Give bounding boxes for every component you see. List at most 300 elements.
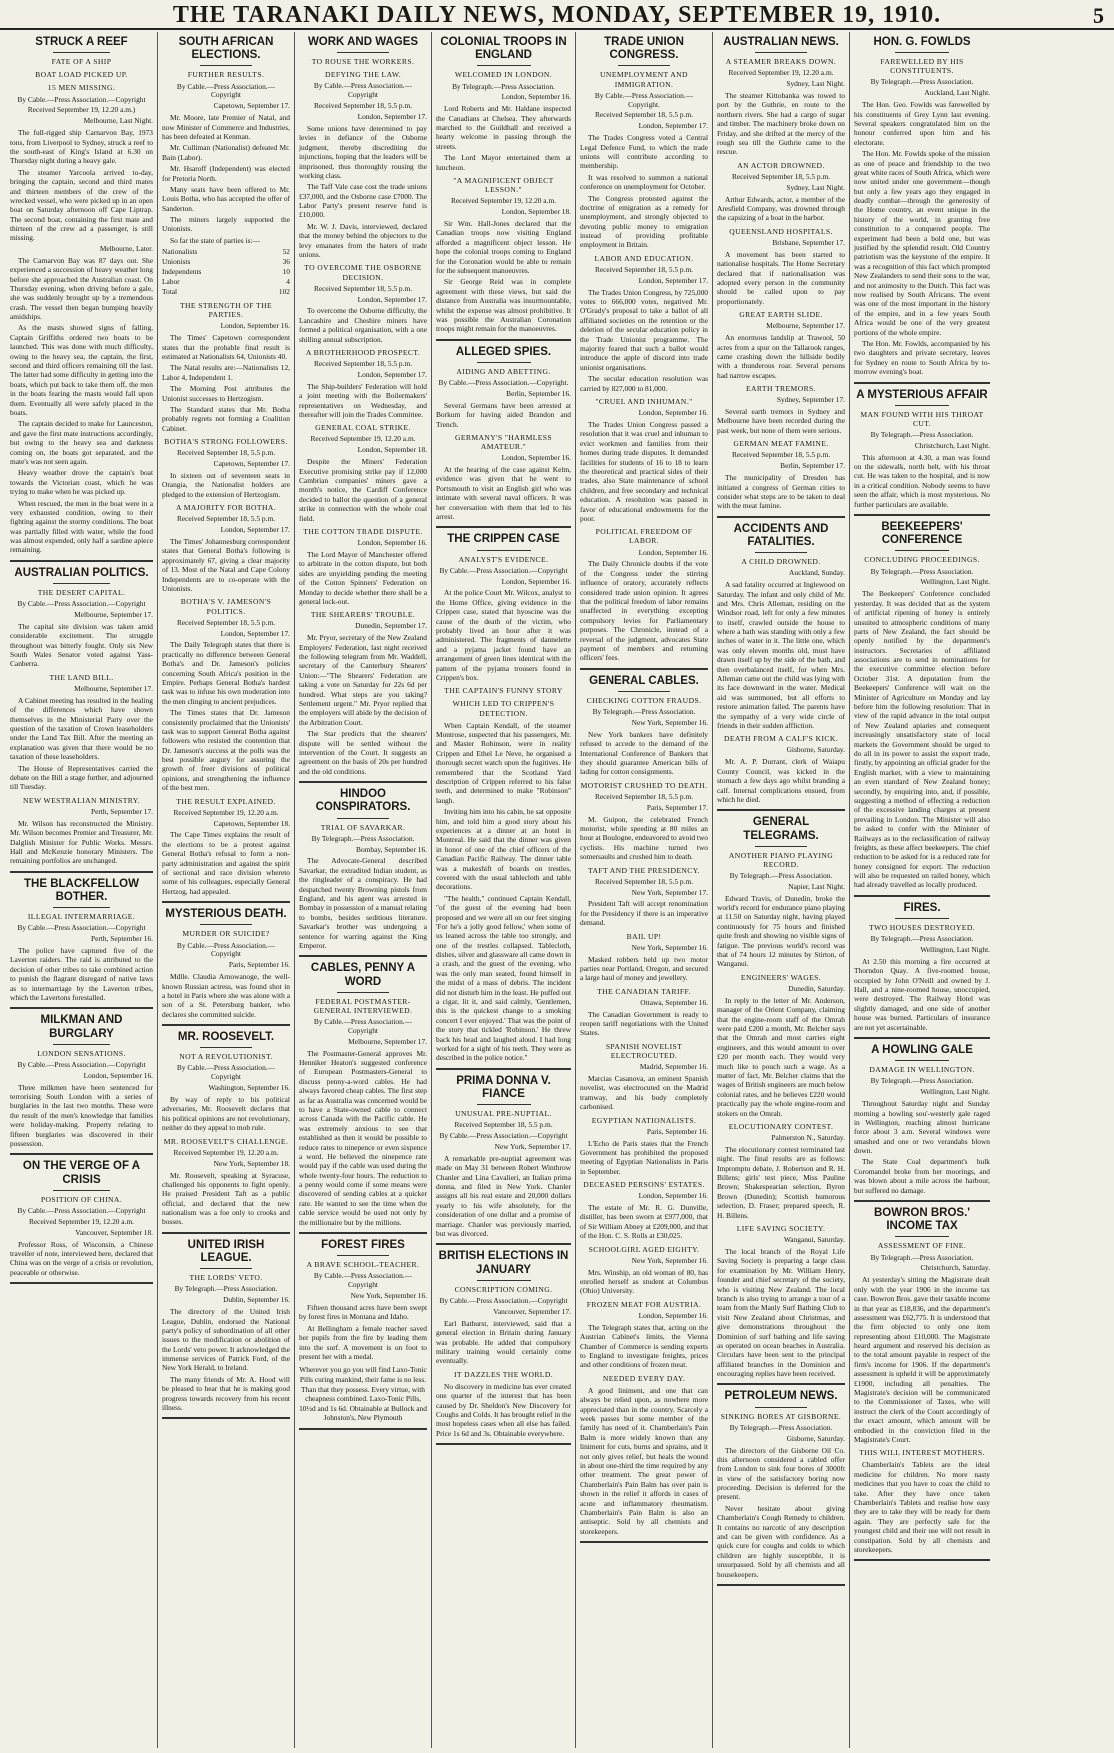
sub-headline: MOTORIST CRUSHED TO DEATH. bbox=[580, 780, 708, 790]
dateline: By Telegraph.—Press Association. bbox=[870, 1076, 974, 1086]
dateline: By Cable.—Press Association.—Copyright bbox=[313, 1016, 413, 1035]
place-date: Sydney, Last Night. bbox=[786, 182, 845, 192]
sub-headline: BOTHA'S STRONG FOLLOWERS. bbox=[164, 437, 288, 447]
paragraph: The House of Representatives carried the debate on the Bill a stage further, and adjourned till Tuesday. bbox=[10, 763, 153, 792]
tally-row bbox=[162, 277, 290, 287]
sub-headline: CONSCRIPTION COMING. bbox=[454, 1284, 553, 1294]
tally-seats: 36 bbox=[282, 257, 290, 267]
paragraph: At 2.50 this morning a fire occurred at Thorndon Quay. A five-roomed house, occupied by John O'Neill and owned by J. Hall, and a nine-roomed house, unoccupied, were destroyed. The Railway Hotel was slightly damaged, and one side of another house was burned. Particulars of insurance are not yet ascertainable. bbox=[854, 956, 990, 1032]
place-date: London, September 16. bbox=[638, 547, 708, 557]
sub-headline: THE RESULT EXPLAINED. bbox=[176, 796, 276, 806]
paragraph: The captain decided to make for Launceston, and gave the first mate instructions accordingly, but owing to the heavy sea and darkness coming on, the boats got separated, and the mate's was not seen again. bbox=[10, 419, 153, 466]
place-date: Berlin, September 16. bbox=[506, 388, 571, 398]
paragraph: The local branch of the Royal Life Saving Society is preparing a large class for examination by Mr. William Henry, founder and chief secretary of the society, who is visiting New Zealand. The local branch is also trying to arrange a tour of a team from the Manly Surf Bathing Club to visit New Zealand about Christmas, and give demonstrations throughout the Dominion of surf bathing and life saving as operated on ocean beaches in Australia. Circulars have been sent to the principal affiliated branches in the Dominion and encouraging replies have been received. bbox=[717, 1246, 845, 1379]
sub-headline: UNEMPLOYMENT AND IMMIGRATION. bbox=[600, 70, 688, 89]
place-date: Brisbane, September 17. bbox=[772, 237, 845, 247]
dateline: Received September 19, 12.20 a.m. bbox=[450, 196, 557, 206]
story bbox=[717, 523, 845, 812]
story-headline: BRITISH ELECTIONS IN JANUARY bbox=[438, 1250, 569, 1276]
place-date: London, September 17. bbox=[638, 121, 708, 131]
story-headline: MYSTERIOUS DEATH. bbox=[165, 908, 287, 921]
place-date: London, September 16. bbox=[83, 1070, 153, 1080]
story-divider bbox=[10, 1282, 153, 1284]
story-headline: HON. G. FOWLDS bbox=[873, 36, 971, 48]
story-divider bbox=[436, 1068, 571, 1070]
party-tally bbox=[162, 247, 290, 297]
place-date: New York, September 16. bbox=[631, 942, 708, 952]
place-date: Vancouver, September 18. bbox=[75, 1227, 153, 1237]
dateline: Received September 18, 5.5 p.m. bbox=[731, 171, 831, 181]
sub-headline: THIS WILL INTEREST MOTHERS. bbox=[859, 1448, 985, 1458]
sub-headline: A BRAVE SCHOOL-TEACHER. bbox=[306, 1260, 420, 1270]
newspaper-columns bbox=[6, 32, 1108, 1748]
tally-row bbox=[162, 247, 290, 257]
headline-rule bbox=[895, 550, 949, 551]
paragraph: The Morning Post attributes the Unionist successes to Hertzogism. bbox=[162, 384, 290, 403]
paragraph: The Advocate-General described Savarkar, the extradited Indian student, as the ringleader of a conspiracy. He had despatched twenty Browning pistols from England, and his agent was arrested in Bombay in possession of a manual relating to bombs, besides seditious literature. Savarkar's brother was undergoing a sentence for warring against the King Emperor. bbox=[299, 856, 427, 950]
paragraph: "The health," continued Captain Kendall, "of the guest of the evening had been proposed and we were all on our feet singing 'For he's a jolly good fellow,' when some of us leaned across the table too strongly, and one of the trestles collapsed. Tablecloth, dishes, silver and glassware all came down in a crash, and the guest of the evening, who was the only man seated, found himself in the midst of a mass of debris. The incident did not disturb him in the least. He puffed out a cigar, lit it, and said calmly, 'Gentlemen, this is the quickest change to a smoking concert I ever enjoyed.' That was the point of the story that tickled 'Robinson.' He threw back his head and laughed aloud. I had long worked for a sight of his teeth. They were as described in the police notice." bbox=[436, 893, 571, 1063]
paragraph: The Daily Chronicle doubts if the vote of the Congress under the stirring influence of oratory, accurately reflects considered trade union opinion. It agrees that the political freedom of labor remains unaffected in everything excepting compulsory levies for Parliamentary purposes. The Chronicle, instead of a reversal of the judgment, advocates State payment of members and returning officers' fees. bbox=[580, 559, 708, 663]
headline-rule bbox=[53, 1044, 110, 1045]
dateline: By Cable.—Press Association.—Copyright bbox=[176, 1063, 276, 1082]
paragraph: The estate of Mr. R. G. Dunville, distiller, has been sworn at £977,000, that of Sir William Abney at £209,000, and that of the Hon. C. S. Rolls at £30,025. bbox=[580, 1203, 708, 1241]
sub-headline: DECEASED PERSONS' ESTATES. bbox=[583, 1180, 705, 1190]
sub-headline: FATE OF A SHIP bbox=[51, 57, 112, 67]
place-date: Wanganui, Saturday. bbox=[783, 1235, 845, 1245]
sub-headline: THE CAPTAIN'S FUNNY STORY bbox=[444, 686, 563, 696]
advertisement: Wherever you go you will find Laxo-Tonic Pills curing mankind, their fame is no less. Than that they possess. Every virtue, with cheapness combined. Laxo-Tonic Pills, 10½d and 1s 6d. Obtainable at Bullock and Johnston's, New Plymouth bbox=[299, 1365, 427, 1423]
story bbox=[299, 962, 427, 1234]
tally-row bbox=[162, 267, 290, 277]
story-headline: THE BLACKFELLOW BOTHER. bbox=[24, 877, 139, 903]
sub-headline: THE LAND BILL. bbox=[49, 672, 114, 682]
paragraph: The Trades Congress voted a Central Legal Defence Fund, to which the trade unions will contribute according to membership. bbox=[580, 133, 708, 171]
place-date: Madrid, September 16. bbox=[639, 1062, 708, 1072]
story bbox=[162, 1031, 290, 1234]
paragraph: An enormous landslip at Trawool, 50 acres from a spur on the Tallarook ranges, came crashing down the hillside bodily with a thunderous roar. Several persons had narrow escapes. bbox=[717, 333, 845, 380]
sub-headline: ENGINEERS' WAGES. bbox=[740, 972, 822, 982]
story-divider bbox=[436, 1443, 571, 1445]
paragraph: The full-rigged ship Carnarvon Bay, 1973 tons, from Liverpool to Sydney, struck a reef to the south-east of King's Island at 6.30 on Thursday night during a heavy gale. bbox=[10, 128, 153, 166]
sub-headline: "A MAGNIFICENT OBJECT LESSON." bbox=[453, 176, 554, 195]
dateline: Received September 19, 12.20 a.m.) bbox=[27, 105, 136, 115]
story-headline: GENERAL TELEGRAMS. bbox=[743, 816, 819, 842]
place-date: London, September 16. bbox=[357, 538, 427, 548]
paragraph: The secular education resolution was carried by 827,000 to 81,000. bbox=[580, 374, 708, 393]
dateline: By Telegraph.—Press Association. bbox=[729, 1422, 833, 1432]
sub-headline: TAFT AND THE PRESIDENCY. bbox=[588, 865, 700, 875]
paragraph: Some unions have determined to pay levies in defiance of the Osborne judgment, thereby discrediting the injunctions, hoping that the leaders will be imprisoned, thus thoroughly rousing the working class. bbox=[299, 123, 427, 180]
tally-party: Total bbox=[162, 287, 178, 297]
place-date: London, September 18. bbox=[501, 207, 571, 217]
story-headline: CABLES, PENNY A WORD bbox=[310, 962, 416, 988]
headline-rule bbox=[755, 846, 806, 847]
dateline: Received September 18, 5.5 p.m. bbox=[731, 450, 831, 460]
place-date: Wellington, Last Night. bbox=[920, 945, 990, 955]
place-date: Bombay, September 16. bbox=[356, 844, 427, 854]
story-divider bbox=[854, 1200, 990, 1202]
paragraph: Several Germans have been arrested at Borkum for having aided Brandon and Trench. bbox=[436, 400, 571, 429]
story-headline: A MYSTERIOUS AFFAIR bbox=[856, 388, 988, 401]
story-divider bbox=[162, 1024, 290, 1026]
paragraph: The Trades Union Congress passed a resolution that it was cruel and inhuman to evict workmen and families from their homes during trade disputes. It demanded facilities for students of 16 to 18 to learn the theoretical and practical sides of their trades, also State maintenance of school children, and free secondary and technical education. A resolution was passed in favor of educational endowments for the poor. bbox=[580, 419, 708, 523]
place-date: London, September 17. bbox=[357, 294, 427, 304]
paragraph: At the hearing of the case against Kelm, evidence was given that he went to Portsmouth to visit an English girl who was intimate with several naval officers. It was her conversation with them that led to his arrest. bbox=[436, 465, 571, 521]
story-divider bbox=[436, 339, 571, 341]
place-date: London, September 18. bbox=[357, 445, 427, 455]
story-divider bbox=[162, 1417, 290, 1419]
story bbox=[162, 908, 290, 1026]
paragraph: No discovery in medicine has ever created one quarter of the interest that has been caused by Dr. Sheldon's New Discovery for Coughs and Colds. It has brought relief in the most hopeless cases when all else has failed. Price 1s 6d and 3s. Obtainable everywhere. bbox=[436, 1381, 571, 1438]
story-divider bbox=[854, 1037, 990, 1039]
dateline: Received September 19, 12.20 a.m. bbox=[173, 807, 279, 817]
paragraph: The Lord Mayor of Manchester offered to arbitrate in the cotton dispute, but both sides are unyielding pending the meeting of the Cotton Spinners' Federation on Monday to decide whether there shall be a general lock-out. bbox=[299, 549, 427, 606]
story-headline: MILKMAN AND BURGLARY bbox=[40, 1014, 123, 1040]
dateline: Received September 18, 5.5 p.m. bbox=[313, 359, 413, 369]
story bbox=[10, 1160, 153, 1284]
story-headline: WORK AND WAGES bbox=[307, 36, 419, 48]
paragraph: A sad fatality occurred at Inglewood on Saturday. The infant and only child of Mr. and Mrs. Chris Alleman, residing on the Windsor road, left for only a few minutes to itself, crawled outside the house to where a bath was standing with only a few inches of water in it. The little one, which was only eleven months old, must have drawn itself up by the side of the bath, and then overbalanced itself, for when Mrs. Alleman came out the child was lying with its face downward in the water. Medical aid was summoned, but all efforts to restore animation failed. The parents have the sympathy of a very wide circle of friends in their sudden affliction. bbox=[717, 580, 845, 730]
sub-headline: LABOR AND EDUCATION. bbox=[594, 253, 694, 263]
paragraph: The elocutionary contest terminated last night. The final results are as follows: Impromptu debate, J. Robertson and R. H. Billens; girls' test piece, Miss Pauline Brown; Shakespearian selection, Byron Brown (Dunedin); Scottish humorous selection, D. Fraser; prepared speech, R. H. Billens. bbox=[717, 1144, 845, 1220]
sub-headline: POSITION OF CHINA. bbox=[40, 1194, 123, 1204]
headline-rule bbox=[895, 918, 949, 919]
sub-headline: TRIAL OF SAVARKAR. bbox=[320, 822, 406, 832]
headline-rule bbox=[200, 1047, 251, 1048]
paragraph: As the masts showed signs of falling, Captain Griffiths ordered two boats to be launched. This was done with much difficulty, owing to the heavy sea, the captain, the first, second and third officers remaining till the last. The latter had some difficulty in getting into the boats, which put back to take them off, the men in the boats fearing the masts would fall upon them. Eventually all were safely placed in the boats. bbox=[10, 323, 153, 417]
headline-rule bbox=[477, 362, 531, 363]
sub-headline: SPANISH NOVELIST ELECTROCUTED. bbox=[605, 1041, 683, 1060]
place-date: Sydney, Last Night. bbox=[786, 79, 845, 89]
story-divider bbox=[162, 901, 290, 903]
story-divider bbox=[854, 1559, 990, 1561]
place-date: London, September 16. bbox=[638, 1191, 708, 1201]
place-date: Melbourne, September 17. bbox=[74, 683, 153, 693]
headline-rule bbox=[200, 924, 251, 925]
story-divider bbox=[854, 514, 990, 516]
dateline: By Telegraph.—Press Association. bbox=[592, 707, 696, 716]
story-divider bbox=[717, 809, 845, 811]
sub-headline: 15 MEN MISSING. bbox=[47, 83, 116, 93]
story bbox=[299, 36, 427, 783]
story bbox=[299, 1239, 427, 1430]
place-date: Wellington, Last Night. bbox=[920, 577, 990, 587]
dateline: Received September 18, 5.5 p.m. bbox=[594, 876, 694, 886]
column-5 bbox=[576, 32, 713, 1748]
sub-headline: BAIL UP! bbox=[626, 931, 662, 941]
sub-headline: EARTH TREMORS. bbox=[746, 384, 816, 394]
sub-headline: WELCOMED IN LONDON. bbox=[454, 70, 553, 80]
paragraph: The Ship-builders' Federation will hold a joint meeting with the Boilermakers' representatives on Wednesday, and thereafter will join the Trades Committee. bbox=[299, 381, 427, 419]
headline-rule bbox=[477, 1280, 531, 1281]
paragraph: The Times states that Dr. Jameson consistently proclaimed that the Unionists' task was to support General Botha against followers who resisted the contention that Dr. Jameson's success at the polls was the best possible augury for assuring the growth of freer divisions of political opinions, and strengthening the influence of the best men. bbox=[162, 708, 290, 793]
paragraph: The Natal results are:—Nationalists 12, Labor 4, Independent 1. bbox=[162, 363, 290, 382]
story-headline: UNITED IRISH LEAGUE. bbox=[187, 1238, 265, 1265]
tally-party: Nationalists bbox=[162, 247, 198, 257]
story bbox=[717, 816, 845, 1385]
story-headline: ON THE VERGE OF A CRISIS bbox=[22, 1160, 141, 1186]
sub-headline: NEW WESTRALIAN MINISTRY. bbox=[23, 795, 140, 805]
paragraph: The Congress protested against the doctrine of emigration as a remedy for unemployment, and strongly objected to devoting public money to emigration instead of providing profitable employment in Britain. bbox=[580, 193, 708, 250]
paragraph: The miners largely supported the Unionists. bbox=[162, 215, 290, 234]
dateline: By Telegraph.—Press Association. bbox=[870, 934, 974, 944]
paragraph: Mr. Pryor, secretary of the New Zealand Employers' Federation, last night received the following telegram from Mr. Waddell, secretary of the Canterbury Shearers' Union:—"The Shearers' Federation are taking a vote on Saturday for 22s 6d per hundred. What steps are you taking? Settlement urgent." Mr. Pryor replied that the employers will abide by the decision of the Arbitration Court. bbox=[299, 633, 427, 727]
dateline: Received September 18, 5.5 p.m. bbox=[176, 448, 276, 458]
paragraph: Professor Ross, of Wisconsin, a Chinese traveller of note, interviewed here, declared that China was on the verge of a crisis or revolution, peaceable or otherwise. bbox=[10, 1239, 153, 1277]
sub-headline: THE LORDS' VETO. bbox=[189, 1273, 263, 1283]
paragraph: The Postmaster-General approves Mr. Henniker Heaton's suggested conference of European Postmasters-General to discuss penny-a-word cables. He had always favored cheap cables. The first step as far as Australia was concerned would be to have a State-owned cable to connect across Canada with the Pacific cable. He was extremely anxious to see that established as then it would be possible to reduce rates to ninepence or even sixpence a word. He believed the ninepence rate would pay if the cable was used during the whole twenty-four hours. The reduction to a penny would come if some means were discovered of sending cables at a quicker rate. He wanted to see the time when the cable service would be used not only by the millionaire but by the millions. bbox=[299, 1048, 427, 1227]
sub-headline: ELOCUTIONARY CONTEST. bbox=[728, 1121, 834, 1131]
dateline: Received September 18, 5.5 p.m. bbox=[313, 101, 413, 111]
sub-headline: TO ROUSE THE WORKERS. bbox=[311, 57, 415, 67]
headline-rule bbox=[200, 1268, 251, 1269]
paragraph: The Daily Telegraph states that there is practically no difference between General Botha's and Dr. Jameson's policies concerning South Africa's position in the Empire. Perhaps General Botha's hardest task was to infuse his own moderation into the men clinging to ancient prejudices. bbox=[162, 640, 290, 706]
paragraph: Throughout Saturday night and Sunday morning a howling sou'-westerly gale raged in Wellington, reaching almost hurricane force about 3 a.m. Several windows were smashed and one or two verandahs blown down. bbox=[854, 1099, 990, 1156]
place-date: Vancouver, September 17. bbox=[493, 1306, 571, 1316]
story bbox=[436, 1075, 571, 1246]
story-headline: HINDOO CONSPIRATORS. bbox=[315, 788, 411, 814]
story bbox=[580, 675, 708, 1543]
paragraph: Mrs. Winship, an old woman of 80, has enrolled herself as student at Columbus (Ohio) University. bbox=[580, 1267, 708, 1296]
paragraph: The Hon. Mr. Fowlds, accompanied by his two daughters and private secretary, leaves for Sydney en route to South Africa by to-morrow evening's boat. bbox=[854, 338, 990, 377]
paragraph: The State Coal department's hulk Coromandel broke from her moorings, and was blown about a mile across the harbour, but suffered no damage. bbox=[854, 1157, 990, 1195]
place-date: Perth, September 17. bbox=[91, 806, 153, 816]
masthead-title: THE TARANAKI DAILY NEWS, MONDAY, SEPTEMBER 19, 1910. bbox=[172, 2, 942, 28]
headline-rule bbox=[337, 1255, 388, 1256]
tally-party: Labor bbox=[162, 277, 180, 287]
story bbox=[299, 788, 427, 957]
headline-rule bbox=[755, 1407, 806, 1408]
sub-headline: BOAT LOAD PICKED UP. bbox=[35, 70, 128, 80]
story bbox=[854, 1207, 990, 1561]
dateline: Received September 18, 5.5 p.m. bbox=[594, 791, 694, 801]
column-6 bbox=[713, 32, 850, 1748]
paragraph: It was resolved to summon a national conference on unemployment for October. bbox=[580, 172, 708, 192]
sub-headline: THE COTTON TRADE DISPUTE. bbox=[303, 526, 423, 536]
paragraph: The steamer Yarcoola arrived to-day, bringing the captain, second and third mates and thirteen members of the crew of the wrecked vessel, who were picked up in an open boat on Saturday afternoon off Cape Liptrap. The second boat, containing the first mate and thirteen of the crew ad a passenger, is still missing. bbox=[10, 167, 153, 243]
place-date: London, September 16. bbox=[501, 453, 571, 463]
dateline: By Telegraph.—Press Association. bbox=[452, 81, 555, 91]
dateline: By Cable.—Press Association.—Copyright bbox=[313, 81, 413, 100]
paragraph: The capital site division was taken amid considerable excitement. The struggle throughout was bitterly fought. Only six New South Wales Senator voted against Yass-Canberra. bbox=[10, 621, 153, 669]
paragraph: The Hon. Geo. Fowlds was farewelled by his constituents of Grey Lynn last evening. Several speakers congratulated him on the honour conferred upon him and his electorate. bbox=[854, 100, 990, 147]
place-date: Capetown, September 17. bbox=[213, 101, 290, 111]
sub-headline: A BROTHERHOOD PROSPECT. bbox=[305, 347, 421, 357]
story-divider bbox=[162, 1232, 290, 1234]
place-date: Capetown, September 18. bbox=[213, 818, 290, 828]
story-divider bbox=[299, 1232, 427, 1234]
sub-headline: FROZEN MEAT FOR AUSTRIA. bbox=[586, 1299, 702, 1309]
place-date: Dunedin, September 17. bbox=[355, 621, 427, 631]
paragraph: At yesterday's sitting the Magistrate dealt only with the year 1906 in the income tax case. Bowron Bros. gave their taxable income in that year as £18,836, and the department's assessment was £62,775. It is understood that the firm objected to only one item representing about £10,000. The Magistrate heard argument and reserved his decision as to the total amount payable in respect of the firm's income for 1906. If the department's assessment is upheld it will be approximately £1900, including all penalties. The Magistrate's decision will be communicated to the Commissioner of Taxes, who will instruct the clerk of the Court accordingly of the exact amount, which amount will be embodied in the conviction filed in the Magistrate's Court. bbox=[854, 1275, 990, 1444]
place-date: Capetown, September 17. bbox=[213, 459, 290, 469]
headline-rule bbox=[895, 52, 949, 53]
paragraph: The Times' Johannesburg correspondent states that General Botha's following is approximately 67, giving a clear majority of 13. Most of the Natal and Cape Colony Independents are to co-operate with the Unionists. bbox=[162, 537, 290, 594]
paragraph: The many friends of Mr. A. Hood will be pleased to hear that he is making good progress towards recovery from his recent illness. bbox=[162, 1374, 290, 1413]
dateline: By Cable.—Press Association.—Copyright. bbox=[594, 90, 694, 109]
place-date: London, September 17. bbox=[638, 275, 708, 285]
story-divider bbox=[436, 1243, 571, 1245]
paragraph: Fifteen thousand acres have been swept by forest fires in Montana and Idaho. bbox=[299, 1302, 427, 1322]
place-date: London, September 17. bbox=[357, 369, 427, 379]
story-divider bbox=[854, 895, 990, 897]
dateline: By Cable.—Press Association.—Copyright bbox=[439, 1131, 568, 1141]
paragraph: New York bankers have definitely refused to accede to the demand of the International Conference of Bankers that they should guarantee American bills of lading for cotton consignments. bbox=[580, 729, 708, 777]
paragraph: This afternoon at 4.30, a man was found on the sidewalk, north belt, with his throat cut. He was taken to the hospital, and is now in a critical condition. Nobody seems to have seen the affair, which is most mysterious. No further particulars are available. bbox=[854, 452, 990, 509]
place-date: Melbourne, September 17. bbox=[348, 1036, 427, 1046]
story-headline: THE CRIPPEN CASE bbox=[447, 533, 560, 546]
paragraph: The Star predicts that the shearers' dispute will be settled without the intervention of the Court. It suggests an agreement on the basis of 20s per hundred and the old conditions. bbox=[299, 729, 427, 776]
place-date: Paris, September 17. bbox=[646, 802, 708, 812]
place-date: London, September 16. bbox=[638, 408, 708, 418]
column-1 bbox=[6, 32, 158, 1748]
paragraph: The directors of the Gisborne Oil Co. this afternoon considered a cabled offer from London to sink four bores of 3000ft in view of the satisfactory boring now proceeding. Decision is deferred for the present. bbox=[717, 1445, 845, 1502]
place-date: Perth, September 16. bbox=[91, 934, 153, 944]
paragraph: A remarkable pre-nuptial agreement was made on May 31 between Robert Winthrow Chanler and Lina Cavalieri, an Italian prima donna, and filed in New York. Chanler assigns all his real estate and 20,000 dollars yearly to his wife absolutely, for the consideration of one dollar and a promise of marriage. Chanler was previously married, but was divorced. bbox=[436, 1153, 571, 1239]
sub-headline: A CHILD DROWNED. bbox=[741, 557, 821, 567]
sub-headline: ANALYST'S EVIDENCE. bbox=[458, 554, 549, 564]
sub-headline: NOT A REVOLUTIONIST. bbox=[179, 1052, 273, 1062]
headline-rule bbox=[337, 818, 388, 819]
story bbox=[10, 567, 153, 873]
story-divider bbox=[10, 871, 153, 873]
column-4 bbox=[432, 32, 576, 1748]
dateline: Received September 19, 12.20 a.m. bbox=[173, 1147, 279, 1157]
story-headline: FOREST FIRES bbox=[321, 1239, 405, 1252]
story-headline: STRUCK A REEF bbox=[35, 36, 128, 48]
paragraph: M. Guipon, the celebrated French motorist, while speeding at 80 miles an hour at Boulogne, endeavored to avoid two cyclists. His machine turned two somersaults and crushed him to death. bbox=[580, 814, 708, 862]
sub-headline: IT DAZZLES THE WORLD. bbox=[453, 1369, 554, 1379]
paragraph: Arthur Edwards, actor, a member of the Aresfield Company, was drowned through the capsizing of a boat in the harbor. bbox=[717, 194, 845, 223]
place-date: London, September 16. bbox=[638, 1310, 708, 1320]
paragraph: Three milkmen have been sentenced for terrorising South London with a series of burglaries in the last two months. These were the result of the men's knowledge that families were holiday-making. Property relating to fifteen burglaries was discovered in their possession. bbox=[10, 1082, 153, 1148]
story-divider bbox=[299, 1428, 427, 1430]
story bbox=[162, 1239, 290, 1420]
dateline: By Cable.—Press Association.—Copyright. bbox=[438, 378, 569, 388]
paragraph: To overcome the Osborne difficulty, the Lancashire and Cheshire miners have formed a political organisation, with a one shilling annual subscription. bbox=[299, 306, 427, 344]
headline-rule bbox=[337, 992, 388, 993]
sub-headline: ANOTHER PIANO PLAYING RECORD. bbox=[728, 850, 834, 869]
headline-rule bbox=[53, 583, 110, 584]
sub-headline: DEATH FROM A CALF'S KICK. bbox=[723, 734, 839, 744]
headline-rule bbox=[895, 1060, 949, 1061]
sub-headline: UNUSUAL PRE-NUPTIAL. bbox=[455, 1109, 552, 1119]
headline-rule bbox=[755, 552, 806, 553]
sub-headline: ILLEGAL INTERMARRIAGE. bbox=[27, 912, 136, 922]
sub-headline: EGYPTIAN NATIONALISTS. bbox=[591, 1115, 697, 1125]
paragraph: In reply to the letter of Mr. Anderson, manager of the Orient Company, claiming that the engine-room staff of the Omrah were paid £200 a month, Mr. Belcher says that the Omrah and most carries eight engineers, and this would amount to over £20 per month each. They would very much like to pouch such a wage. As a matter of fact, Mr. Belcher claims that the wages of British engineers are much below colonial rates, and he believes £220 would practically pay the whole engine-room and stokers on the Omrah. bbox=[717, 995, 845, 1118]
dateline: By Telegraph.—Press Association. bbox=[870, 1252, 974, 1262]
sub-headline: THE DESERT CAPITAL. bbox=[37, 588, 126, 598]
dateline: By Cable.—Press Association.—Copyright bbox=[17, 1205, 146, 1215]
dateline: By Cable.—Press Association.—Copyright bbox=[176, 940, 276, 959]
headline-rule bbox=[618, 691, 669, 692]
paragraph: The Lord Mayor entertained them at luncheon. bbox=[436, 153, 571, 172]
dateline: Received September 18, 5.5 p.m. bbox=[594, 264, 694, 274]
headline-rule bbox=[53, 52, 110, 53]
sub-headline: THE CANADIAN TARIFF. bbox=[597, 986, 691, 996]
sub-headline: QUEENSLAND HOSPITALS. bbox=[729, 226, 833, 236]
place-date: London, September 16. bbox=[501, 576, 571, 586]
place-date: Melbourne, Last Night. bbox=[83, 116, 153, 126]
story-headline: AUSTRALIAN POLITICS. bbox=[14, 566, 149, 579]
place-date: Gisborne, Saturday. bbox=[786, 745, 845, 755]
paragraph: Mr. Culliman (Nationalist) defeated Mr. Bain (Labor). bbox=[162, 143, 290, 162]
sub-headline: THE STRENGTH OF THE PARTIES. bbox=[179, 301, 273, 320]
masthead bbox=[0, 0, 1114, 30]
paragraph: When rescued, the men in the boat were in a very exhausted condition, owing to their fighting against the stormy conditions. The boat was partially filled with water, while the food was almost expended, only half a sardine apiece remaining. bbox=[10, 498, 153, 555]
story-divider bbox=[299, 781, 427, 783]
column-7 bbox=[850, 32, 994, 1748]
story-headline: A HOWLING GALE bbox=[871, 1044, 973, 1057]
story bbox=[436, 533, 571, 1069]
place-date: Christchurch, Saturday. bbox=[920, 1263, 990, 1273]
column-2 bbox=[158, 32, 295, 1748]
story-headline: FIRES. bbox=[903, 901, 941, 914]
sub-headline: THE SHEARERS' TROUBLE. bbox=[310, 610, 416, 620]
story-divider bbox=[854, 382, 990, 384]
story-divider bbox=[436, 526, 571, 528]
place-date: Christchurch, Last Night. bbox=[914, 440, 990, 450]
paragraph: The police have captured five of the Laverton raiders. The raid is attributed to the decision of other tribes to take combined action to punish the flagrant disregard of native laws as to intermarriage by the Laverton tribes, which the Lavertons forestalled. bbox=[10, 946, 153, 1002]
sub-headline: LONDON SENSATIONS. bbox=[37, 1048, 126, 1058]
paragraph: In sixteen out of seventeen seats in Orangia, the Nationalist holders are pledged to the extension of Hertzogism. bbox=[162, 471, 290, 499]
dateline: By Telegraph.—Press Association. bbox=[729, 870, 833, 880]
place-date: New York, September 17. bbox=[494, 1142, 571, 1152]
sub-headline: MURDER OR SUICIDE? bbox=[182, 929, 270, 939]
paragraph: Mr. Wilson has reconstructed the Ministry. Mr. Wilson becomes Premier and Treasurer, Mr. Dalglish Minister for Public Works. Messrs. Hall and McKenzie honorary Ministers. The remaining portfolios are unchanged. bbox=[10, 818, 153, 866]
dateline: Received September 18, 5.5 p.m. bbox=[454, 1120, 553, 1130]
sub-headline: A STEAMER BREAKS DOWN. bbox=[725, 57, 837, 67]
dateline: Received September 19, 12.20 a.m. bbox=[728, 68, 834, 78]
dateline: By Cable.—Press Association.—Copyright bbox=[439, 1295, 568, 1305]
paragraph: At the police Court Mr. Wilcox, analyst to the Home Office, giving evidence in the Crippen case, stated that hyoscine was the cause of the death of the victim, who probably lived an hour after it was administered. The fragments of dannelette and a pyjama jacket found have an arrangement of green lines identical with the pattern of the pyjama trousers found in Crippen's box. bbox=[436, 588, 571, 682]
dateline: By Cable.—Press Association.—Copyright bbox=[17, 1059, 146, 1069]
paragraph: Inviting him into his cabin, he sat opposite him, and told him a good story about his experiences at a dinner at an hotel in Montreal. He said that the dinner was given in honor of one of the chief officers of the Canadian Pacific Railway. The dinner table was a makeshift of boards on trestles, covered with the usual tablecloth and table decorations. bbox=[436, 807, 571, 892]
headline-rule bbox=[477, 65, 531, 66]
story-headline: COLONIAL TROOPS IN ENGLAND bbox=[440, 36, 567, 62]
dateline: By Telegraph.—Press Association. bbox=[174, 1284, 278, 1294]
place-date: Sydney, September 17. bbox=[776, 395, 845, 405]
sub-headline: FEDERAL POSTMASTER-GENERAL INTERVIEWED. bbox=[313, 996, 413, 1015]
sub-headline: POLITICAL FREEDOM OF LABOR. bbox=[595, 527, 693, 546]
paragraph: At Bellingham a female teacher saved her pupils from the fire by leading them into the surf. A movement is on foot to present her with a medal. bbox=[299, 1323, 427, 1361]
paragraph: Lord Roberts and Mr. Haldane inspected the Canadians at Chelsea. They afterwards marched to the Guildhall and received a hearty welcome in passing through the streets. bbox=[436, 104, 571, 151]
sub-headline: "CRUEL AND INHUMAN." bbox=[595, 397, 693, 406]
paragraph: The directory of the United Irish League, Dublin, endorsed the National party's policy of subordination of all other issues to the modification or abolition of the Lords' veto power. It acknowledged the immense services of Patrick Ford, of the New York Herald, to Ireland. bbox=[162, 1307, 290, 1373]
sub-headline: DAMAGE IN WELLINGTON. bbox=[869, 1065, 975, 1075]
paragraph: So far the state of parties is:— bbox=[170, 235, 260, 245]
sub-headline: GERMANY'S "HARMLESS AMATEUR." bbox=[454, 432, 553, 452]
headline-rule bbox=[53, 907, 110, 908]
story-headline: AUSTRALIAN NEWS. bbox=[723, 36, 839, 48]
sub-headline: SINKING BORES AT GISBORNE. bbox=[720, 1411, 842, 1421]
dateline: Received September 18, 5.5 p.m. bbox=[176, 514, 276, 524]
tally-seats: 4 bbox=[286, 277, 290, 287]
place-date: London, September 17. bbox=[220, 525, 290, 535]
dateline: By Cable.—Press Association.—Copyright bbox=[313, 1271, 413, 1290]
headline-rule bbox=[895, 405, 949, 406]
tally-seats: 102 bbox=[278, 287, 290, 297]
tally-row bbox=[162, 287, 290, 297]
paragraph: The Hon. Mr. Fowlds spoke of the mission as one of peace and friendship to the two great white races of South Africa, which were now united under one government—though but only a few years ago they engaged in deadly combat—through the generosity of the Home country, an event unique in the history of the world, in granting free constitution to a conquered people. The experiment had been a bold one, but was justified by the splendid result. Old Country patriotism was the keystone of the empire. It was a recognition of this fact which prompted New Zealanders to send their sons to the war, and not animosity to the Dutch. This fact was now realised by South Africans. The event was one of the most important in the history of the empire, and in a few years South Africa would be one of the very greatest portions of the whole empire. bbox=[854, 149, 990, 337]
headline-rule bbox=[618, 65, 669, 66]
dateline: Received September 19, 12.20 a.m. bbox=[310, 434, 416, 444]
place-date: London, September 17. bbox=[357, 112, 427, 122]
sub-headline: NEEDED EVERY DAY. bbox=[602, 1373, 686, 1383]
sub-headline: TWO HOUSES DESTROYED. bbox=[868, 923, 976, 933]
story-headline: ACCIDENTS AND FATALITIES. bbox=[733, 522, 829, 548]
